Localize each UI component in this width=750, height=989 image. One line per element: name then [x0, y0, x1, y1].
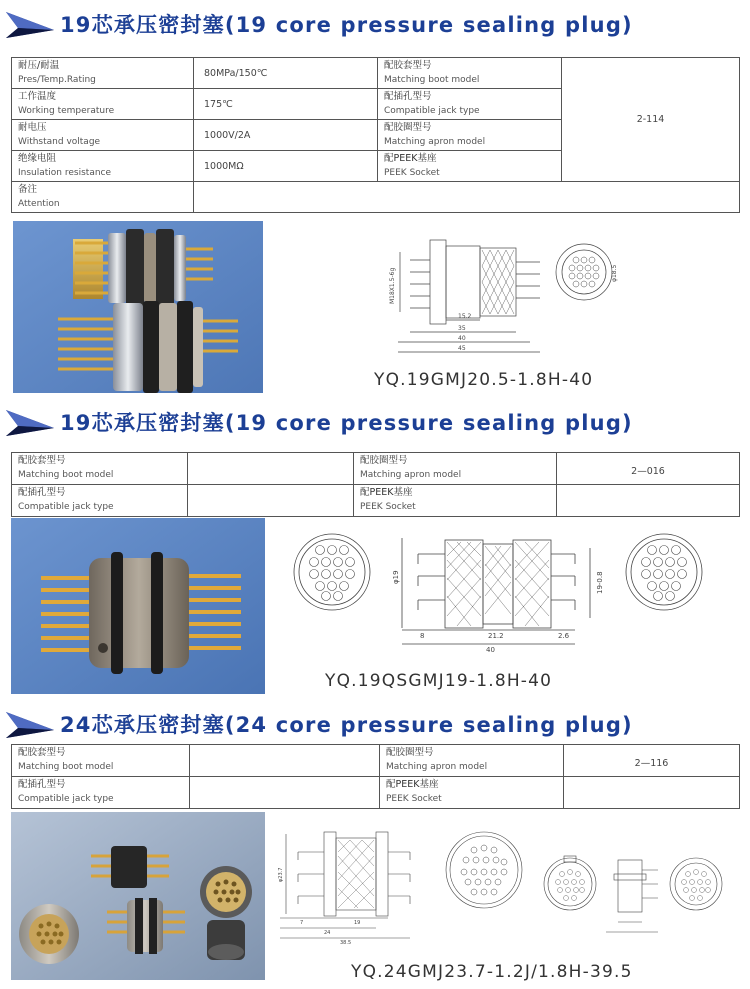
dim-label: 21.2 [488, 632, 504, 640]
section-1-title: 19芯承压密封塞(19 core pressure sealing plug) [60, 13, 633, 37]
dim-label: 19-0.8 [596, 571, 604, 594]
row-label-zh: 耐压/耐温 [18, 60, 60, 71]
row-label-en: PEEK Socket [386, 794, 442, 804]
dim-label: 35 [458, 325, 466, 332]
table-row [12, 485, 740, 517]
dim-label: M18X1.5-6g [389, 267, 396, 304]
row-value: 1000V/2A [194, 120, 378, 151]
row-label-en: Matching boot model [18, 762, 114, 772]
row-label-zh: 配PEEK基座 [386, 779, 439, 790]
section-2-title: 19芯承压密封塞(19 core pressure sealing plug) [60, 411, 633, 435]
section-1-spec-table [11, 57, 740, 213]
row-label-en: Insulation resistance [18, 168, 112, 178]
dim-label: φ18.5 [611, 264, 618, 282]
dim-label: 15.2 [458, 313, 472, 320]
row-label-en: Matching apron model [386, 762, 488, 772]
row-value: 2—016 [557, 453, 740, 485]
model-number-2: YQ.19QSGMJ19-1.8H-40 [325, 671, 553, 691]
model-number-3: YQ.24GMJ23.7-1.2J/1.8H-39.5 [351, 962, 633, 982]
dim-label: 45 [458, 345, 466, 352]
table-row [12, 453, 740, 485]
row-label-zh: 配胶套型号 [18, 455, 66, 466]
technical-drawing-3 [270, 826, 740, 954]
row-label-en: Pres/Temp.Rating [18, 75, 96, 85]
dim-label: φ23.7 [278, 867, 284, 882]
dim-label: 7 [300, 920, 304, 926]
row-label-en: Withstand voltage [18, 137, 101, 147]
section-3-title: 24芯承压密封塞(24 core pressure sealing plug) [60, 713, 633, 737]
row-label-en: Compatible jack type [18, 502, 114, 512]
row-label-zh: 配插孔型号 [18, 487, 66, 498]
row-label-zh: 工作温度 [18, 91, 57, 102]
row-value [190, 777, 380, 809]
dim-label: φ19 [392, 570, 400, 584]
row-value: 80MPa/150℃ [194, 58, 378, 89]
row-label-en: Compatible jack type [384, 106, 480, 116]
row-label-zh: 配胶套型号 [18, 747, 66, 758]
section-1-header [0, 4, 750, 44]
table-row [12, 182, 740, 213]
dim-label: 38.5 [340, 940, 352, 946]
product-photo-1 [13, 221, 263, 393]
row-label-zh: 配插孔型号 [384, 91, 432, 102]
section-3-spec-table [11, 744, 740, 809]
dim-label: 40 [486, 646, 495, 654]
row-label-en: Working temperature [18, 106, 115, 116]
row-label-en: Matching boot model [18, 470, 114, 480]
row-value: 2—116 [564, 745, 740, 777]
row-label-zh: 配插孔型号 [18, 779, 66, 790]
table-row [12, 745, 740, 777]
row-label-en: PEEK Socket [384, 168, 440, 178]
row-value [190, 745, 380, 777]
table-row [12, 777, 740, 809]
section-2-spec-table [11, 452, 740, 517]
model-number-1: YQ.19GMJ20.5-1.8H-40 [374, 370, 594, 390]
row-label-zh: 备注 [18, 184, 38, 195]
row-label-zh: 配PEEK基座 [384, 153, 437, 164]
row-value [188, 485, 354, 517]
row-label-en: Compatible jack type [18, 794, 114, 804]
row-value [564, 777, 740, 809]
dim-label: 8 [420, 632, 425, 640]
row-label-zh: 耐电压 [18, 122, 47, 133]
technical-drawing-2 [290, 520, 730, 660]
row-value: 2-114 [562, 58, 740, 182]
row-label-zh: 配胶圈型号 [386, 747, 434, 758]
row-label-en: Matching apron model [360, 470, 462, 480]
row-value: 1000MΩ [194, 151, 378, 182]
product-photo-3 [11, 812, 265, 980]
row-label-zh: 配胶套型号 [384, 60, 432, 71]
arrow-bullet-icon [0, 4, 60, 44]
row-label-en: Matching boot model [384, 75, 480, 85]
row-value [194, 182, 740, 213]
dim-label: 19 [354, 920, 361, 926]
row-label-en: Matching apron model [384, 137, 486, 147]
row-label-zh: 配PEEK基座 [360, 487, 413, 498]
technical-drawing-1 [380, 232, 620, 362]
row-label-en: Attention [18, 199, 60, 209]
row-label-zh: 配胶圈型号 [384, 122, 432, 133]
row-value: 175℃ [194, 89, 378, 120]
row-value [557, 485, 740, 517]
table-row [12, 58, 740, 89]
dim-label: 2.6 [558, 632, 570, 640]
section-2-header [0, 402, 750, 442]
section-3-header [0, 704, 750, 744]
dim-label: 24 [324, 930, 331, 936]
row-label-en: PEEK Socket [360, 502, 416, 512]
row-label-zh: 绝缘电阻 [18, 153, 57, 164]
dim-label: 40 [458, 335, 466, 342]
row-value [188, 453, 354, 485]
arrow-bullet-icon [0, 402, 60, 442]
row-label-zh: 配胶圈型号 [360, 455, 408, 466]
arrow-bullet-icon [0, 704, 60, 744]
product-photo-2 [11, 518, 265, 694]
